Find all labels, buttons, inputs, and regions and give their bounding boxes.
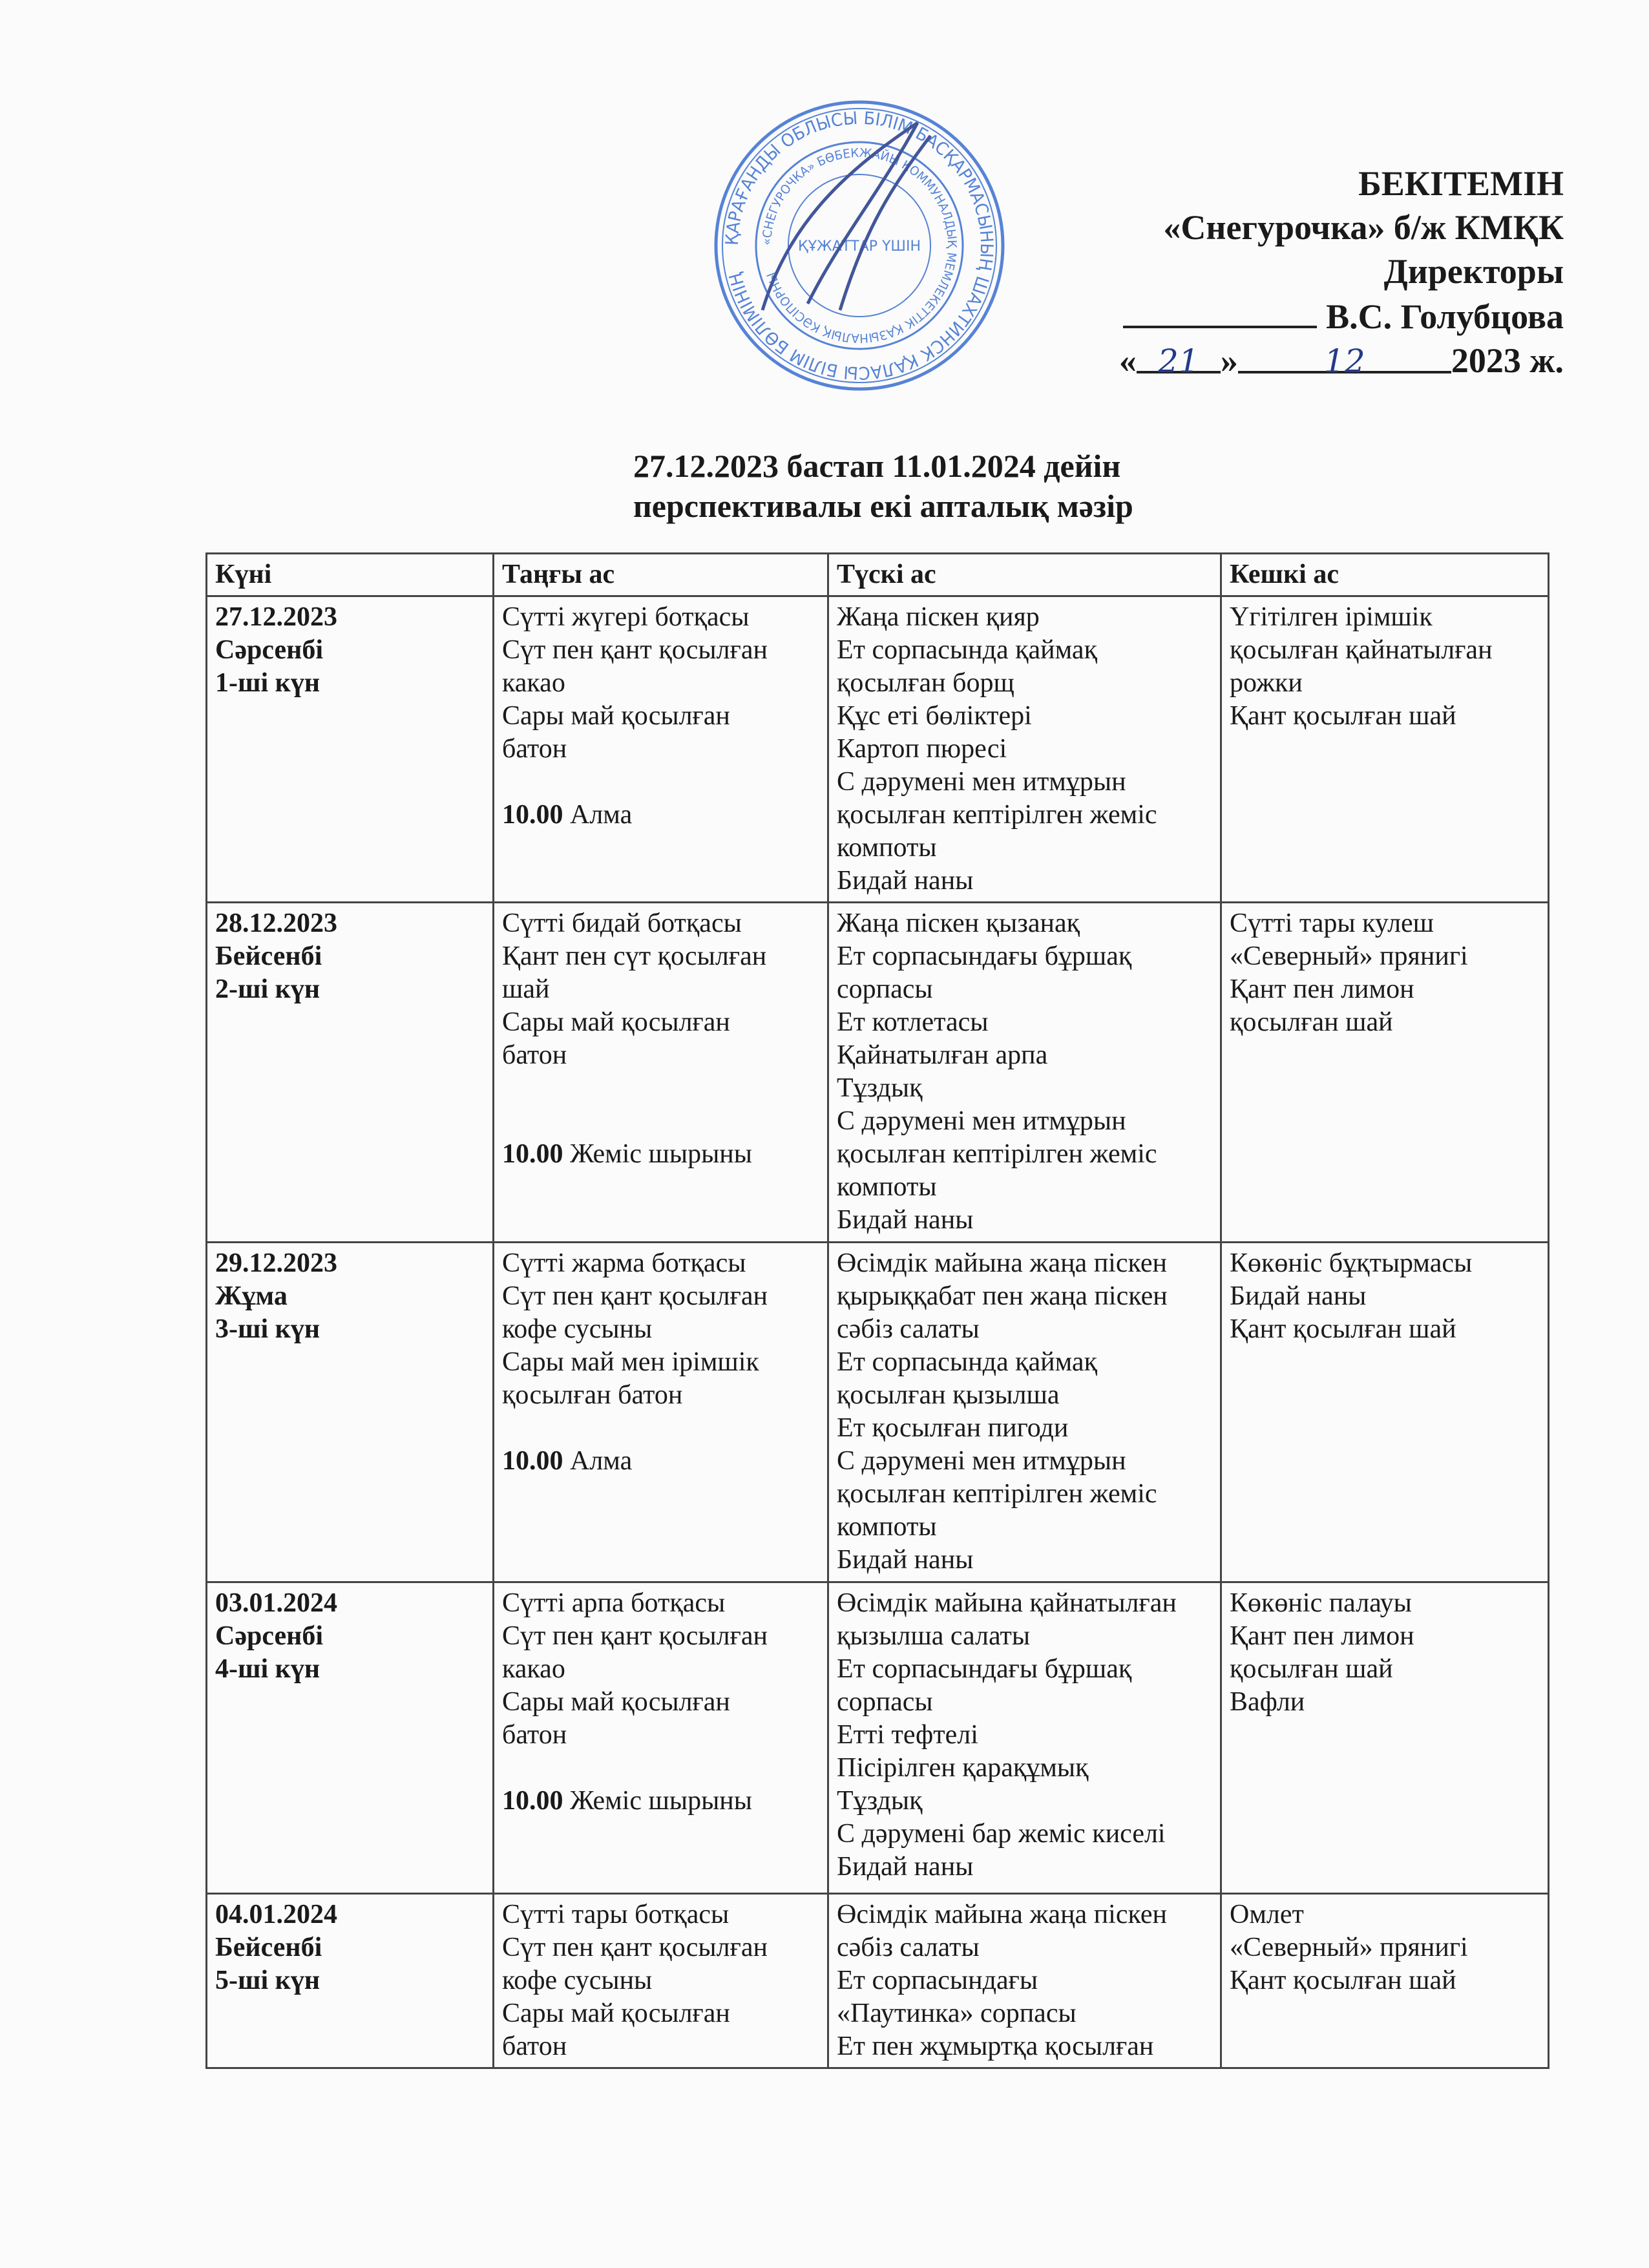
dinner-cell [1221,1582,1549,1894]
menu-line: Етті тефтелі [837,1720,978,1750]
menu-line: Сүт пен қант қосылған [502,1933,768,1962]
spacer [502,1752,819,1785]
lunch-cell [828,1894,1221,2068]
menu-line: Сүтті бидай ботқасы [502,908,742,938]
stamp-center-text: ҚҰЖАТТАР ҮШІН [798,238,921,255]
approval-name: В.С. Голубцова [1326,297,1564,336]
menu-line: 04.01.2024 [215,1900,337,1929]
approval-name-line [1119,293,1564,339]
title-line-2: перспективалы екі апталық мәзір [633,488,1133,524]
menu-line: С дәрумені бар жеміс киселі [837,1819,1166,1849]
menu-line: Өсімдік майына жаңа піскен [837,1900,1167,1929]
menu-line: С дәрумені мен итмұрын [837,1446,1126,1476]
menu-line: батон [502,1040,567,1070]
menu-line: Сүтті арпа ботқасы [502,1588,726,1618]
table-row [207,903,1549,1243]
menu-line: Сүтті тары ботқасы [502,1900,730,1929]
menu-line: Ет котлетасы [837,1007,989,1037]
menu-line: Тұздық [837,1073,923,1103]
approval-position: Директоры [1383,252,1564,291]
menu-line: Сүт пен қант қосылған [502,1621,768,1651]
breakfast-cell [494,903,828,1243]
menu-line: компоты [837,1172,937,1202]
menu-line: 03.01.2024 [215,1588,337,1618]
month-blank [1238,339,1451,380]
snack-time: 10.00 [502,800,563,830]
sign-day: 21 [1158,342,1199,380]
snack-item: Алма [563,800,633,830]
menu-line: компоты [837,833,937,863]
menu-line: қосылған кептірілген жеміс [837,1479,1157,1509]
stamp-outer-text: ҚАРАҒАНДЫ ОБЛЫСЫ БІЛІМ БАСҚАРМАСЫНЫҢ ШАХТИНСК ҚАЛАСЫ БІЛІМ БӨЛІМІНІҢ [722,108,997,383]
menu-line: 2-ші күн [215,974,320,1004]
snack-time: 10.00 [502,1139,563,1169]
menu-line: Жұма [215,1281,288,1311]
menu-line: сәбіз салаты [837,1933,980,1962]
approval-date-line [1119,339,1564,383]
menu-line: Жаңа піскен қияр [837,602,1040,632]
snack-item: Алма [563,1446,633,1476]
menu-line: Өсімдік майына жаңа піскен [837,1248,1167,1278]
menu-line: Бидай наны [837,1545,974,1575]
menu-line: қосылған кептірілген жеміс [837,1139,1157,1169]
menu-line: С дәрумені мен итмұрын [837,767,1126,797]
snack-line [502,1445,819,1478]
day-cell [207,903,494,1243]
menu-line: С дәрумені мен итмұрын [837,1106,1126,1136]
approval-org: «Снегурочка» б/ж КМҚК [1163,208,1564,247]
spacer [502,1105,819,1138]
menu-line: Сүтті тары кулеш [1230,908,1434,938]
menu-line: Ет сорпасындағы бұршақ [837,941,1132,971]
menu-line [502,1072,819,1105]
menu-line: 5-ші күн [215,1966,320,1995]
snack-item: Жеміс шырыны [563,1139,753,1169]
menu-line: сорпасы [837,974,933,1004]
menu-line: қызылша салаты [837,1621,1031,1651]
menu-line: Бидай наны [837,866,974,896]
lunch-cell [828,1243,1221,1582]
menu-line: компоты [837,1512,937,1542]
menu-line: Сары май қосылған [502,1999,730,2028]
menu-line: Ет қосылған пигоди [837,1413,1069,1443]
menu-line: 27.12.2023 [215,602,337,632]
menu-line: Сүтті жүгері ботқасы [502,602,750,632]
menu-line: Ет сорпасындағы бұршақ [837,1654,1132,1684]
menu-line: Қант қосылған шай [1230,1314,1456,1344]
menu-line: Көкөніс бұқтырмасы [1230,1248,1473,1278]
menu-line: қосылған қызылша [837,1380,1060,1410]
header-row [207,554,1549,596]
menu-line: батон [502,734,567,764]
breakfast-cell [494,1894,828,2068]
menu-line: кофе сусыны [502,1314,653,1344]
column-header: Таңғы ас [494,554,828,596]
menu-line: батон [502,1720,567,1750]
approval-year: 2023 ж. [1451,341,1564,380]
menu-line: қосылған шай [1230,1654,1393,1684]
lunch-cell [828,903,1221,1243]
menu-line: Қант пен сүт қосылған [502,941,767,971]
snack-line [502,1138,819,1171]
menu-line: қосылған қайнатылған [1230,635,1493,665]
day-cell [207,1243,494,1582]
menu-line: «Северный» прянигі [1230,1933,1468,1962]
menu-line: Вафли [1230,1687,1305,1717]
menu-line: какао [502,668,565,698]
menu-line: Құс еті бөліктері [837,701,1032,731]
menu-line: Бидай наны [837,1852,974,1882]
menu-line: «Паутинка» сорпасы [837,1999,1077,2028]
spacer [502,766,819,799]
menu-line: Қант қосылған шай [1230,701,1456,731]
breakfast-cell [494,1582,828,1894]
menu-line: 29.12.2023 [215,1248,337,1278]
menu-line: Бейсенбі [215,941,322,971]
menu-line: Қайнатылған арпа [837,1040,1048,1070]
menu-line: қосылған борщ [837,668,1014,698]
menu-line: Ет пен жұмыртқа қосылған [837,2032,1154,2061]
menu-line: Бейсенбі [215,1933,322,1962]
menu-line: 28.12.2023 [215,908,337,938]
stamp-inner-text: «СНЕГУРОЧКА» БӨБЕКЖАЙЫ КОММУНАЛДЫҚ МЕМЛЕКЕТТІК ҚАЗЫНАЛЫҚ КӘСІПОРНЫ [759,145,960,346]
menu-line: Өсімдік майына қайнатылған [837,1588,1177,1618]
menu-line: қырыққабат пен жаңа піскен [837,1281,1168,1311]
menu-line: Қант пен лимон [1230,1621,1414,1651]
lunch-cell [828,1582,1221,1894]
menu-line: Сүтті жарма ботқасы [502,1248,746,1278]
column-header: Күні [207,554,494,596]
table-row [207,1243,1549,1582]
breakfast-cell [494,596,828,903]
day-cell [207,1894,494,2068]
breakfast-cell [494,1243,828,1582]
lunch-cell [828,596,1221,903]
page-title [633,446,1133,526]
menu-line: Сары май қосылған [502,1687,730,1717]
menu-line: Пісірілген қарақұмық [837,1753,1089,1783]
menu-line: қосылған шай [1230,1007,1393,1037]
menu-line: Сәрсенбі [215,635,323,665]
dinner-cell [1221,596,1549,903]
menu-line: қосылған кептірілген жеміс [837,800,1157,830]
menu-line: Бидай наны [837,1205,974,1235]
date-quote-open: « [1119,341,1137,380]
menu-line: Ет сорпасындағы [837,1966,1038,1995]
table-row [207,1894,1549,2068]
menu-line: Үгітілген ірімшік [1230,602,1433,632]
column-header: Кешкі ас [1221,554,1549,596]
menu-line: Картоп пюресі [837,734,1007,764]
approval-block [1119,162,1564,383]
table-row [207,1582,1549,1894]
menu-line: сәбіз салаты [837,1314,980,1344]
menu-line: қосылған батон [502,1380,683,1410]
menu-table [205,552,1549,2069]
menu-line: батон [502,2032,567,2061]
menu-line: Бидай наны [1230,1281,1367,1311]
menu-line: Сүт пен қант қосылған [502,1281,768,1311]
snack-line [502,1785,819,1818]
menu-line: рожки [1230,668,1303,698]
menu-line: Қант пен лимон [1230,974,1414,1004]
menu-line: кофе сусыны [502,1966,653,1995]
menu-line: Сүт пен қант қосылған [502,635,768,665]
menu-line: Көкөніс палауы [1230,1588,1412,1618]
table-row [207,596,1549,903]
menu-line: Сары май қосылған [502,1007,730,1037]
snack-item: Жеміс шырыны [563,1786,753,1816]
snack-line [502,799,819,832]
menu-line: Жаңа піскен қызанақ [837,908,1080,938]
menu-line: Сәрсенбі [215,1621,323,1651]
day-cell [207,596,494,903]
day-cell [207,1582,494,1894]
title-line-1: 27.12.2023 бастап 11.01.2024 дейін [633,448,1121,484]
menu-line: Омлет [1230,1900,1304,1929]
menu-line: какао [502,1654,565,1684]
menu-line: Тұздық [837,1786,923,1816]
column-header: Түскі ас [828,554,1221,596]
menu-line: сорпасы [837,1687,933,1717]
menu-line: Ет сорпасында қаймақ [837,1347,1097,1377]
dinner-cell [1221,1243,1549,1582]
official-stamp [711,97,1008,394]
date-quote-close: » [1220,341,1238,380]
signature-line [1123,293,1317,328]
menu-line: Ет сорпасында қаймақ [837,635,1097,665]
dinner-cell [1221,903,1549,1243]
menu-line: Сары май мен ірімшік [502,1347,759,1377]
day-blank [1137,339,1221,380]
sign-month: 12 [1324,342,1365,380]
menu-line: 4-ші күн [215,1654,320,1684]
snack-time: 10.00 [502,1786,563,1816]
approval-heading: БЕКІТЕМІН [1358,164,1564,203]
snack-time: 10.00 [502,1446,563,1476]
menu-line: 3-ші күн [215,1314,320,1344]
menu-line: шай [502,974,550,1004]
dinner-cell [1221,1894,1549,2068]
menu-line: «Северный» прянигі [1230,941,1468,971]
menu-table-wrapper [205,552,1549,2069]
spacer [502,1412,819,1445]
menu-line: Қант қосылған шай [1230,1966,1456,1995]
menu-line: 1-ші күн [215,668,320,698]
menu-line: Сары май қосылған [502,701,730,731]
